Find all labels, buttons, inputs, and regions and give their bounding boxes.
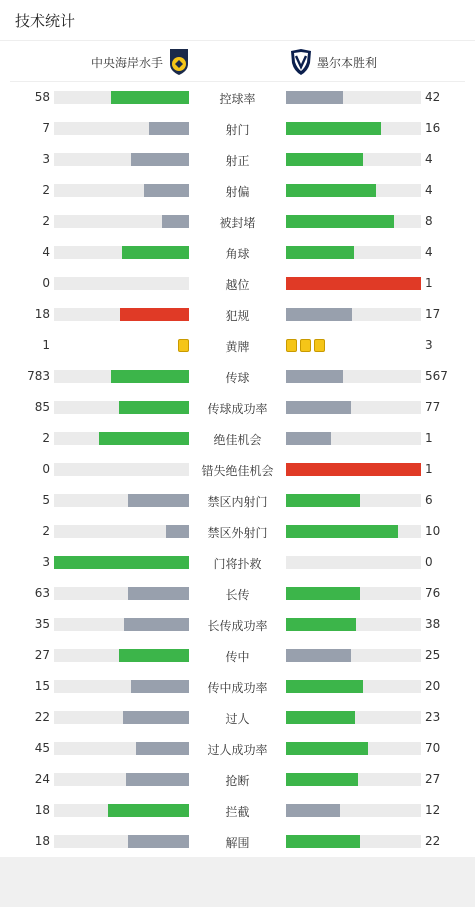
away-bar-track xyxy=(286,215,421,228)
home-bar-track xyxy=(54,804,189,817)
stat-row xyxy=(0,485,475,516)
home-bar-track xyxy=(54,618,189,631)
away-bar-fill xyxy=(286,494,360,507)
home-bar-fill xyxy=(120,308,189,321)
away-value: 17 xyxy=(425,307,441,321)
away-bar-fill xyxy=(286,587,360,600)
home-bar-fill xyxy=(111,91,189,104)
away-bar-fill xyxy=(286,277,421,290)
home-bar-track xyxy=(54,463,189,476)
home-bar-track xyxy=(54,215,189,228)
home-value: 0 xyxy=(42,462,50,476)
away-value: 12 xyxy=(425,803,441,817)
home-value: 3 xyxy=(42,555,50,569)
away-bar-fill xyxy=(286,432,331,445)
away-value: 1 xyxy=(425,431,433,445)
home-value: 24 xyxy=(34,772,50,786)
stat-row xyxy=(0,299,475,330)
home-bar-fill xyxy=(166,525,189,538)
yellow-card-icon xyxy=(300,339,311,352)
away-bar-track xyxy=(286,587,421,600)
home-value: 7 xyxy=(42,121,50,135)
away-bar-track xyxy=(286,835,421,848)
away-bar-fill xyxy=(286,401,351,414)
home-value: 5 xyxy=(42,493,50,507)
home-bar-fill xyxy=(119,649,189,662)
away-bar-track xyxy=(286,804,421,817)
away-bar-track xyxy=(286,742,421,755)
away-bar-track xyxy=(286,246,421,259)
stat-label: 长传 xyxy=(225,588,250,602)
home-value: 2 xyxy=(42,524,50,538)
away-bar-fill xyxy=(286,804,340,817)
stat-row xyxy=(0,826,475,857)
away-bar-track xyxy=(286,556,421,569)
home-bar-fill xyxy=(128,494,189,507)
away-yellow-cards xyxy=(286,339,325,352)
away-team[interactable] xyxy=(290,49,377,75)
stat-label: 禁区内射门 xyxy=(207,495,268,509)
stat-row xyxy=(0,268,475,299)
away-bar-fill xyxy=(286,711,355,724)
away-bar-track xyxy=(286,649,421,662)
stat-label: 禁区外射门 xyxy=(207,526,268,540)
stat-row xyxy=(0,82,475,113)
away-bar-fill xyxy=(286,122,381,135)
stat-row xyxy=(0,454,475,485)
away-bar-fill xyxy=(286,153,363,166)
stat-row xyxy=(0,175,475,206)
away-bar-track xyxy=(286,711,421,724)
home-bar-track xyxy=(54,649,189,662)
away-bar-fill xyxy=(286,773,358,786)
section-title xyxy=(0,0,475,41)
home-bar-fill xyxy=(119,401,189,414)
away-bar-track xyxy=(286,308,421,321)
away-bar-track xyxy=(286,401,421,414)
stat-row xyxy=(0,361,475,392)
stat-label: 角球 xyxy=(225,247,250,261)
away-bar-track xyxy=(286,432,421,445)
away-value: 1 xyxy=(425,276,433,290)
home-bar-fill xyxy=(99,432,189,445)
away-team-badge-icon xyxy=(290,49,312,75)
stat-label: 拦截 xyxy=(225,805,250,819)
away-bar-fill xyxy=(286,463,421,476)
away-bar-track xyxy=(286,122,421,135)
home-bar-track xyxy=(54,153,189,166)
stat-row xyxy=(0,640,475,671)
teams-header xyxy=(10,41,465,82)
away-value: 10 xyxy=(425,524,441,538)
home-value: 85 xyxy=(34,400,50,414)
home-value: 0 xyxy=(42,276,50,290)
away-bar-fill xyxy=(286,618,356,631)
home-bar-track xyxy=(54,277,189,290)
away-value: 16 xyxy=(425,121,441,135)
home-bar-fill xyxy=(128,587,189,600)
away-value: 22 xyxy=(425,834,441,848)
home-bar-fill xyxy=(128,835,189,848)
away-bar-fill xyxy=(286,215,394,228)
home-bar-track xyxy=(54,556,189,569)
home-team-badge-icon xyxy=(168,49,190,75)
stat-row xyxy=(0,578,475,609)
away-value: 0 xyxy=(425,555,433,569)
stat-label: 射门 xyxy=(225,123,250,137)
home-value: 22 xyxy=(34,710,50,724)
away-value: 6 xyxy=(425,493,433,507)
away-bar-fill xyxy=(286,370,343,383)
away-bar-track xyxy=(286,494,421,507)
away-bar-fill xyxy=(286,649,351,662)
stat-label: 射偏 xyxy=(225,185,250,199)
away-value: 20 xyxy=(425,679,441,693)
home-bar-fill xyxy=(126,773,189,786)
away-bar-fill xyxy=(286,91,343,104)
home-yellow-cards xyxy=(178,339,189,352)
home-bar-track xyxy=(54,525,189,538)
home-bar-track xyxy=(54,246,189,259)
home-bar-track xyxy=(54,184,189,197)
home-value: 18 xyxy=(34,307,50,321)
stat-row xyxy=(0,237,475,268)
home-value: 4 xyxy=(42,245,50,259)
stat-label: 绝佳机会 xyxy=(213,433,262,447)
away-team-name: 墨尔本胜利 xyxy=(317,55,378,70)
stat-row xyxy=(0,330,475,361)
stat-label: 传中成功率 xyxy=(207,681,268,695)
home-bar-fill xyxy=(122,246,190,259)
away-value: 3 xyxy=(425,338,433,352)
home-value: 2 xyxy=(42,214,50,228)
home-bar-fill xyxy=(131,153,189,166)
away-bar-track xyxy=(286,370,421,383)
away-value: 42 xyxy=(425,90,441,104)
away-bar-fill xyxy=(286,184,376,197)
home-bar-track xyxy=(54,401,189,414)
away-value: 77 xyxy=(425,400,441,414)
stat-row xyxy=(0,733,475,764)
home-value: 45 xyxy=(34,741,50,755)
home-bar-track xyxy=(54,122,189,135)
stat-row xyxy=(0,609,475,640)
stat-row xyxy=(0,795,475,826)
home-bar-fill xyxy=(123,711,189,724)
away-bar-fill xyxy=(286,525,398,538)
stat-row xyxy=(0,206,475,237)
away-bar-fill xyxy=(286,742,368,755)
away-bar-track xyxy=(286,680,421,693)
away-value: 4 xyxy=(425,245,433,259)
home-bar-fill xyxy=(131,680,189,693)
yellow-card-icon xyxy=(286,339,297,352)
stat-label: 解围 xyxy=(225,836,250,850)
stat-label: 抢断 xyxy=(225,774,250,788)
home-bar-track xyxy=(54,742,189,755)
yellow-card-icon xyxy=(178,339,189,352)
home-bar-track xyxy=(54,587,189,600)
home-bar-fill xyxy=(108,804,189,817)
home-bar-fill xyxy=(54,556,189,569)
home-bar-track xyxy=(54,91,189,104)
away-value: 567 xyxy=(425,369,448,383)
home-bar-fill xyxy=(124,618,189,631)
stat-row xyxy=(0,547,475,578)
away-value: 23 xyxy=(425,710,441,724)
stats-list xyxy=(0,82,475,857)
away-bar-fill xyxy=(286,835,360,848)
home-value: 18 xyxy=(34,803,50,817)
away-value: 4 xyxy=(425,183,433,197)
home-value: 63 xyxy=(34,586,50,600)
home-bar-fill xyxy=(149,122,190,135)
away-bar-track xyxy=(286,184,421,197)
away-value: 25 xyxy=(425,648,441,662)
away-value: 27 xyxy=(425,772,441,786)
stat-row xyxy=(0,764,475,795)
home-bar-track xyxy=(54,370,189,383)
away-value: 4 xyxy=(425,152,433,166)
home-value: 27 xyxy=(34,648,50,662)
stat-label: 犯规 xyxy=(225,309,250,323)
stat-label: 错失绝佳机会 xyxy=(201,464,274,478)
away-bar-fill xyxy=(286,246,354,259)
stat-row xyxy=(0,113,475,144)
stat-label: 门将扑救 xyxy=(213,557,262,571)
home-bar-fill xyxy=(136,742,189,755)
home-value: 2 xyxy=(42,431,50,445)
away-bar-track xyxy=(286,525,421,538)
home-bar-fill xyxy=(162,215,189,228)
away-bar-track xyxy=(286,618,421,631)
home-value: 3 xyxy=(42,152,50,166)
home-bar-track xyxy=(54,432,189,445)
stat-label: 传球 xyxy=(225,371,250,385)
away-bar-track xyxy=(286,91,421,104)
stat-row xyxy=(0,392,475,423)
stat-label: 长传成功率 xyxy=(207,619,268,633)
home-value: 2 xyxy=(42,183,50,197)
home-team-name: 中央海岸水手 xyxy=(90,55,163,70)
away-bar-track xyxy=(286,463,421,476)
stat-label: 传球成功率 xyxy=(207,402,268,416)
stat-label: 控球率 xyxy=(219,92,256,106)
stat-label: 传中 xyxy=(225,650,250,664)
stat-label: 过人成功率 xyxy=(207,743,268,757)
away-value: 38 xyxy=(425,617,441,631)
away-bar-track xyxy=(286,277,421,290)
home-value: 18 xyxy=(34,834,50,848)
stat-row xyxy=(0,702,475,733)
home-team[interactable] xyxy=(91,49,190,75)
home-bar-track xyxy=(54,308,189,321)
home-value: 35 xyxy=(34,617,50,631)
stat-label: 黄牌 xyxy=(225,340,250,354)
home-value: 783 xyxy=(27,369,50,383)
away-value: 8 xyxy=(425,214,433,228)
away-value: 1 xyxy=(425,462,433,476)
away-value: 76 xyxy=(425,586,441,600)
stat-row xyxy=(0,516,475,547)
away-bar-track xyxy=(286,153,421,166)
away-value: 70 xyxy=(425,741,441,755)
home-bar-track xyxy=(54,680,189,693)
stat-label: 越位 xyxy=(225,278,250,292)
stat-label: 射正 xyxy=(225,154,250,168)
home-value: 15 xyxy=(34,679,50,693)
section-title-text: 技术统计 xyxy=(15,11,76,30)
yellow-card-icon xyxy=(314,339,325,352)
home-value: 1 xyxy=(42,338,50,352)
stat-row xyxy=(0,671,475,702)
home-bar-fill xyxy=(144,184,189,197)
stat-row xyxy=(0,423,475,454)
home-bar-fill xyxy=(111,370,189,383)
home-bar-track xyxy=(54,711,189,724)
home-bar-track xyxy=(54,835,189,848)
home-bar-track xyxy=(54,494,189,507)
away-bar-fill xyxy=(286,308,352,321)
away-bar-fill xyxy=(286,680,363,693)
stat-row xyxy=(0,144,475,175)
home-bar-track xyxy=(54,773,189,786)
stat-label: 被封堵 xyxy=(219,216,256,230)
away-bar-track xyxy=(286,773,421,786)
home-value: 58 xyxy=(34,90,50,104)
stat-label: 过人 xyxy=(225,712,250,726)
